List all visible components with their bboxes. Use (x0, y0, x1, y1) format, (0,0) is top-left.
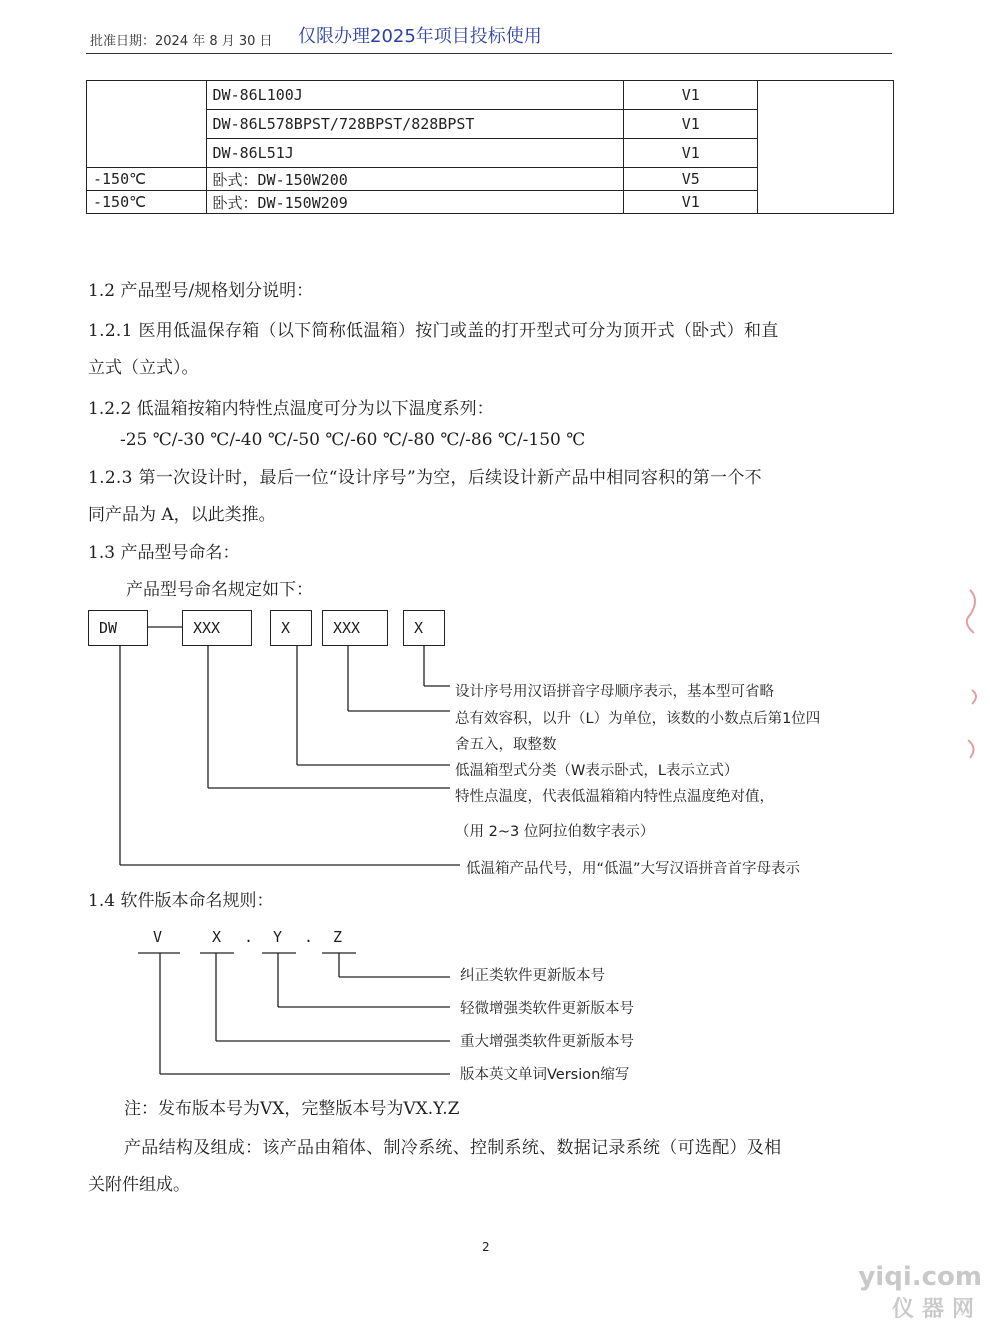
code-box-dw: DW (88, 610, 148, 646)
code-box-design: X (403, 610, 445, 646)
site-watermark-cn: 仪器网 (891, 1297, 982, 1322)
version-letter-z: Z (333, 928, 343, 946)
temperature-series: -25 ℃/-30 ℃/-40 ℃/-50 ℃/-60 ℃/-80 ℃/-86 ℃/-150 ℃ (120, 430, 586, 450)
section-1-2-3-line1: 1.2.3 第一次设计时，最后一位“设计序号”为空，后续设计新产品中相同容积的第一个不 (88, 468, 762, 488)
label-design-sequence: 设计序号用汉语拼音字母顺序表示，基本型可省略 (455, 684, 774, 700)
section-1-4-title: 1.4 软件版本命名规则： (88, 891, 274, 911)
table-cell-version: V1 (624, 81, 758, 110)
label-version-abbrev: 版本英文单词Version缩写 (460, 1067, 630, 1083)
label-volume-line1: 总有效容积，以升（L）为单位，该数的小数点后第1位四 (455, 711, 821, 727)
section-1-2-title: 1.2 产品型号/规格划分说明： (88, 281, 314, 301)
version-letter-v: V (153, 928, 163, 946)
code-box-type: X (270, 610, 312, 646)
table-cell-version: V1 (624, 139, 758, 168)
label-correction-version: 纠正类软件更新版本号 (460, 968, 605, 984)
section-1-2-3-line2: 同产品为 A，以此类推。 (88, 505, 276, 525)
label-minor-version: 轻微增强类软件更新版本号 (460, 1001, 634, 1017)
table-cell-model: DW-86L51J (206, 139, 624, 168)
label-type: 低温箱型式分类（W表示卧式，L表示立式） (455, 763, 739, 779)
section-1-2-2-line1: 1.2.2 低温箱按箱内特性点温度可分为以下温度系列： (88, 399, 494, 419)
section-1-3-intro: 产品型号命名规定如下： (126, 580, 313, 600)
section-1-2-1-line1: 1.2.1 医用低温保存箱（以下简称低温箱）按门或盖的打开型式可分为顶开式（卧式）和直 (88, 321, 779, 341)
structure-line2: 关附件组成。 (88, 1175, 190, 1195)
version-letter-x: X (212, 928, 222, 946)
usage-stamp: 仅限办理2025年项目投标使用 (298, 26, 542, 47)
table-cell-model: DW-86L578BPST/728BPST/828BPST (206, 110, 624, 139)
version-letter-y: Y (273, 928, 283, 946)
label-temperature-line1: 特性点温度，代表低温箱箱内特性点温度绝对值， (455, 789, 774, 805)
label-major-version: 重大增强类软件更新版本号 (460, 1034, 634, 1050)
table-cell-model: DW-86L100J (206, 81, 624, 110)
version-dot-2: . (304, 928, 314, 946)
table-cell-version: V5 (624, 168, 758, 191)
table-cell-model: 卧式：DW-150W209 (206, 191, 624, 214)
version-dot-1: . (244, 928, 254, 946)
seal-fragment (950, 580, 990, 780)
label-volume-line2: 舍五入，取整数 (455, 737, 557, 753)
site-watermark: yiqi.com (858, 1262, 982, 1292)
version-note: 注：发布版本号为VX，完整版本号为VX.Y.Z (124, 1099, 460, 1119)
code-box-volume: XXX (322, 610, 388, 646)
table-cell-version: V1 (624, 191, 758, 214)
table-cell-model: 卧式：DW-150W200 (206, 168, 624, 191)
table-cell-version: V1 (624, 110, 758, 139)
section-1-3-title: 1.3 产品型号命名： (88, 543, 240, 563)
section-1-2-1-line2: 立式（立式）。 (88, 358, 199, 378)
page-number: 2 (482, 1240, 490, 1254)
structure-line1: 产品结构及组成：该产品由箱体、制冷系统、控制系统、数据记录系统（可选配）及相 (124, 1138, 782, 1158)
label-product-code: 低温箱产品代号，用“低温”大写汉语拼音首字母表示 (466, 861, 801, 877)
table-cell-temp: -150℃ (87, 191, 207, 214)
label-temperature-line2: （用 2~3 位阿拉伯数字表示） (455, 824, 655, 840)
table-cell-temp: -150℃ (87, 168, 207, 191)
approval-date: 批准日期：2024 年 8 月 30 日 (90, 34, 273, 49)
code-box-temp: XXX (182, 610, 252, 646)
